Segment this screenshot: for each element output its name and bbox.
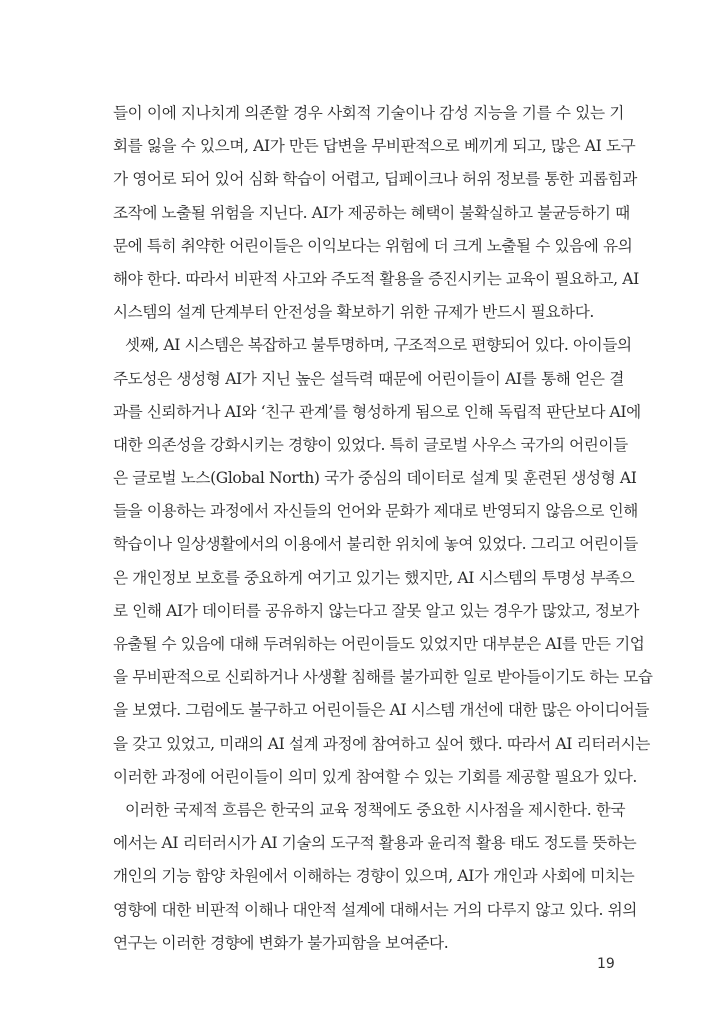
- text-line: 을 보였다. 그럼에도 불구하고 어린이들은 AI 시스템 개선에 대한 많은 아이디어들: [113, 701, 649, 720]
- text-line: 시스템의 설계 단계부터 안전성을 확보하기 위한 규제가 반드시 필요하다.: [113, 303, 594, 322]
- text-line: 주도성은 생성형 AI가 지닌 높은 설득력 때문에 어린이들이 AI를 통해 얻은 결: [113, 369, 624, 388]
- text-line: 유출될 수 있음에 대해 두려워하는 어린이들도 있었지만 대부분은 AI를 만든 기업: [113, 635, 645, 653]
- text-line: 에서는 AI 리터러시가 AI 기술의 도구적 활용과 윤리적 활용 태도 정도를 뜻하는: [113, 834, 637, 853]
- text-line: 을 갖고 있었고, 미래의 AI 설계 과정에 참여하고 싶어 했다. 따라서 AI 리터러시는: [113, 734, 650, 753]
- text-line: 개인의 기능 함양 차원에서 이해하는 경향이 있으며, AI가 개인과 사회에 미치는: [113, 867, 635, 886]
- document-body: [113, 97, 653, 960]
- text-line: 연구는 이러한 경향에 변화가 불가피함을 보여준다.: [113, 933, 449, 952]
- text-line: 대한 의존성을 강화시키는 경향이 있었다. 특히 글로벌 사우스 국가의 어린이들: [113, 435, 628, 454]
- text-line: 로 인해 AI가 데이터를 공유하지 않는다고 잘못 알고 있는 경우가 많았고, 정보가: [113, 601, 639, 620]
- paragraph-2: [113, 329, 653, 794]
- text-line: 들이 이에 지나치게 의존할 경우 사회적 기술이나 감성 지능을 기를 수 있는 기: [113, 104, 624, 122]
- text-line: 가 영어로 되어 있어 심화 학습이 어렵고, 딥페이크나 허위 정보를 통한 괴롭힘과: [113, 170, 637, 189]
- text-line: 이러한 과정에 어린이들이 의미 있게 참여할 수 있는 기회를 제공할 필요가 있다.: [113, 767, 637, 786]
- text-line: 셋째, AI 시스템은 복잡하고 불투명하며, 구조적으로 편향되어 있다. 아이들의: [125, 336, 632, 355]
- text-line: 은 개인정보 보호를 중요하게 여기고 있기는 했지만, AI 시스템의 투명성 부족으: [113, 568, 635, 587]
- text-line: 을 무비판적으로 신뢰하거나 사생활 침해를 불가피한 일로 받아들이기도 하는 모습: [113, 668, 653, 687]
- text-line: 들을 이용하는 과정에서 자신들의 언어와 문화가 제대로 반영되지 않음으로 인해: [113, 502, 638, 521]
- paragraph-3: [113, 794, 637, 960]
- text-line: 이러한 국제적 흐름은 한국의 교육 정책에도 중요한 시사점을 제시한다. 한국: [125, 800, 626, 819]
- text-line: 영향에 대한 비판적 이해나 대안적 설계에 대해서는 거의 다루지 않고 있다. 위의: [113, 900, 637, 919]
- page-number: 19: [597, 956, 615, 972]
- text-line: 문에 특히 취약한 어린이들은 이익보다는 위험에 더 크게 노출될 수 있음에 유의: [113, 236, 633, 255]
- text-line: 해야 한다. 따라서 비판적 사고와 주도적 활용을 증진시키는 교육이 필요하고, AI: [113, 269, 639, 288]
- text-line: 은 글로벌 노스(Global North) 국가 중심의 데이터로 설계 및 훈련된 생성형 AI: [113, 469, 637, 488]
- text-line: 과를 신뢰하거나 AI와 ‘친구 관계’를 형성하게 됨으로 인해 독립적 판단보다 AI에: [113, 402, 641, 421]
- paragraph-1: [113, 97, 639, 329]
- text-line: 회를 잃을 수 있으며, AI가 만든 답변을 무비판적으로 베끼게 되고, 많은 AI 도구: [113, 137, 636, 156]
- text-line: 조작에 노출될 위험을 지닌다. AI가 제공하는 혜택이 불확실하고 불균등하기 때: [113, 203, 630, 222]
- text-line: 학습이나 일상생활에서의 이용에서 불리한 위치에 놓여 있었다. 그리고 어린이들: [113, 535, 638, 554]
